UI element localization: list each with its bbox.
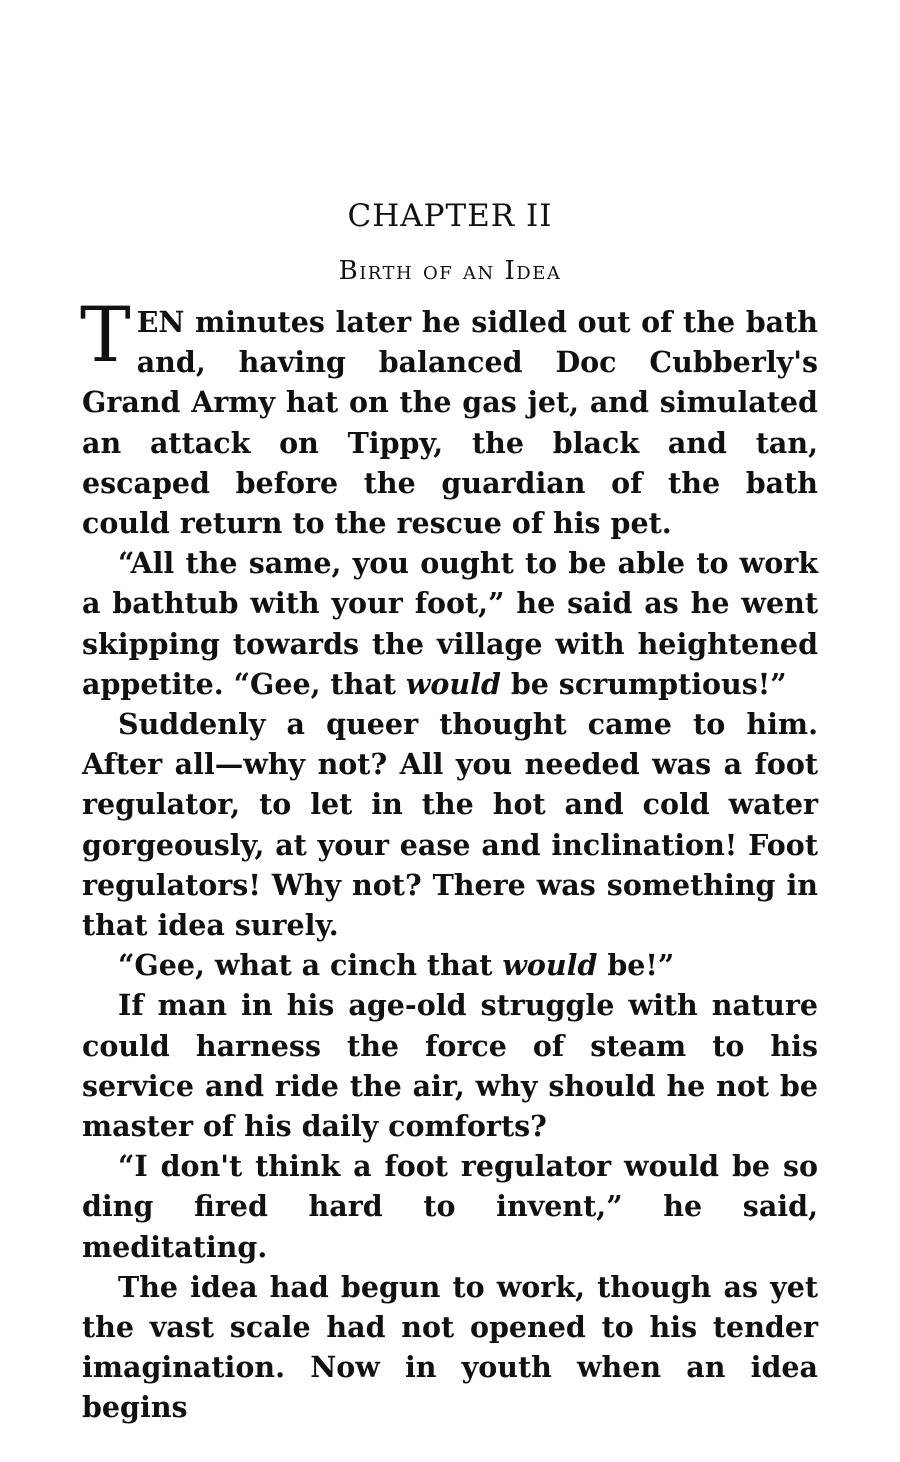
chapter-body [80, 290, 818, 1428]
paragraph-5 [82, 985, 818, 1146]
paragraph-text: “Gee, what a cinch that [118, 948, 503, 983]
paragraph-text: Suddenly a queer thought came to him. After all—why not? All you needed was a foot regulator, to let in the hot and cold water gorgeously, at your ease and inclination! Foot regulators! Why not? There was something in that idea surely. [82, 707, 818, 943]
paragraph-1 [80, 290, 818, 543]
paragraph-text: The idea had begun to work, though as yet the vast scale had not opened to his tender imagination. Now in youth when an idea begins [82, 1269, 818, 1425]
paragraph-2 [82, 543, 818, 704]
paragraph-3 [82, 704, 818, 945]
chapter-title: Birth of an Idea [338, 256, 562, 286]
paragraph-text: EN minutes later he sidled out of the bath and, having balanced Doc Cubberly's Grand Army hat on the gas jet, and simulated an attack on Tippy, the black and tan, escaped before the guardian of the bath could return to the rescue of his pet. [82, 305, 818, 541]
italic-word: would [502, 948, 598, 983]
paragraph-6 [82, 1146, 818, 1267]
paragraph-4 [82, 945, 818, 985]
paragraph-text: If man in his age-old struggle with nature could harness the force of steam to his service and ride the air, why should he not be master of his daily comforts? [82, 988, 818, 1144]
paragraph-text: “I don't think a foot regulator would be so ding fired hard to invent,” he said, meditating. [82, 1149, 818, 1264]
italic-word: would [405, 666, 501, 701]
drop-cap: T [80, 290, 131, 379]
paragraph-7 [82, 1267, 818, 1428]
paragraph-text: be scrumptious!” [500, 666, 787, 701]
chapter-number: CHAPTER II [347, 198, 553, 234]
book-page [82, 196, 818, 1428]
paragraph-text: “All the same, you ought to be able to work a bathtub with your foot,” he said as he went skipping towards the village with heightened appetite. “Gee, that [82, 546, 818, 701]
paragraph-text: be!” [597, 948, 675, 983]
